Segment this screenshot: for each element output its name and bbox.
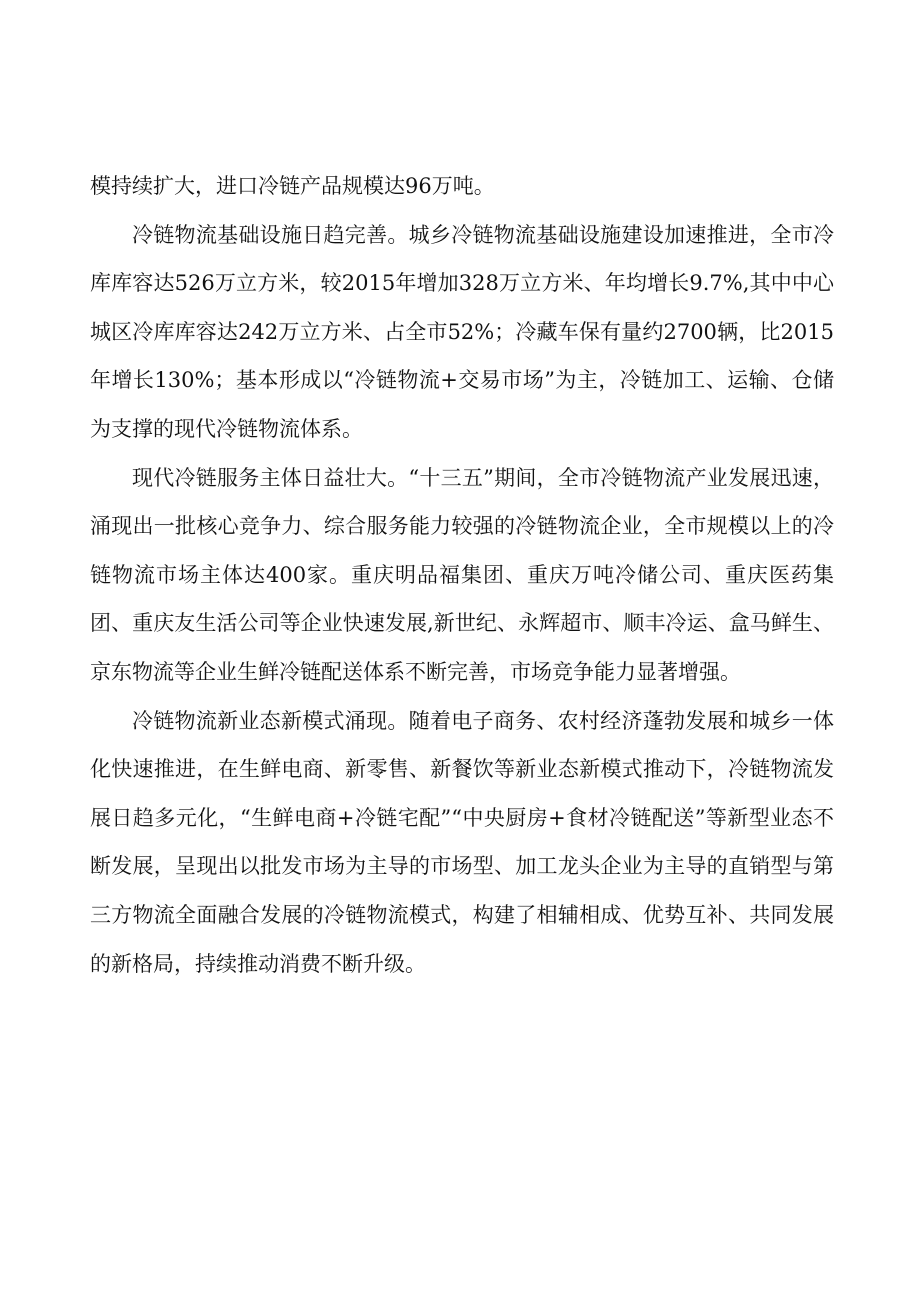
paragraph-cold-chain-infrastructure: 冷链物流基础设施日趋完善。城乡冷链物流基础设施建设加速推进，全市冷库库容达526万立方米，较2015年增加328万立方米、年均增长9.7%,其中中心城区冷库库容达242万立方米、占全市52%；冷藏车保有量约2700辆，比2015年增长130%；基本形成以“冷链物流+交易市场”为主，冷链加工、运输、仓储为支撑的现代冷链物流体系。 <box>90 222 834 441</box>
document-body <box>90 162 834 988</box>
paragraph-service-entities: 现代冷链服务主体日益壮大。“十三五”期间，全市冷链物流产业发展迅速，涌现出一批核心竞争力、综合服务能力较强的冷链物流企业，全市规模以上的冷链物流市场主体达400家。重庆明品福集团、重庆万吨冷储公司、重庆医药集团、重庆友生活公司等企业快速发展,新世纪、永辉超市、顺丰冷运、盒马鲜生、京东物流等企业生鲜冷链配送体系不断完善，市场竞争能力显著增强。 <box>90 465 834 684</box>
paragraph-continued: 模持续扩大，进口冷链产品规模达96万吨。 <box>90 174 495 198</box>
paragraph-new-business-models: 冷链物流新业态新模式涌现。随着电子商务、农村经济蓬勃发展和城乡一体化快速推进，在生鲜电商、新零售、新餐饮等新业态新模式推动下，冷链物流发展日趋多元化，“生鲜电商+冷链宅配”“中央厨房+食材冷链配送”等新型业态不断发展，呈现出以批发市场为主导的市场型、加工龙头企业为主导的直销型与第三方物流全面融合发展的冷链物流模式，构建了相辅相成、优势互补、共同发展的新格局，持续推动消费不断升级。 <box>90 708 834 976</box>
